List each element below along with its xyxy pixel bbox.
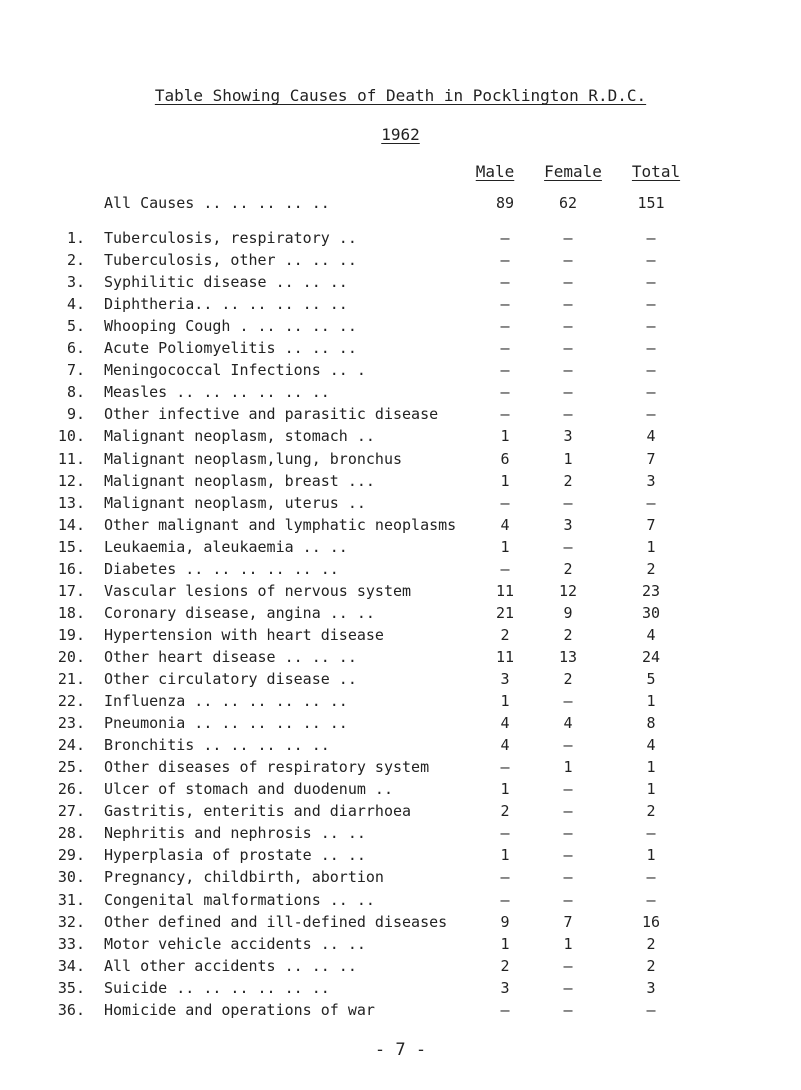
table-row	[0, 359, 801, 381]
table-row	[0, 690, 801, 712]
row-cause-label: Other heart disease .. .. ..	[104, 647, 357, 666]
row-cause-label: Suicide .. .. .. .. .. ..	[104, 978, 330, 997]
row-female-count: –	[563, 383, 573, 402]
row-female-count: –	[563, 692, 573, 711]
row-total-count: 4	[646, 427, 656, 446]
row-male-count: 1	[500, 692, 510, 711]
row-cause-label: Leukaemia, aleukaemia .. ..	[104, 537, 348, 556]
all-causes-total: 151	[637, 194, 665, 212]
row-female-count: 9	[563, 603, 573, 622]
row-number: 5.	[66, 317, 85, 336]
row-cause-label: Other defined and ill-defined diseases	[104, 912, 448, 931]
row-female-count: –	[563, 339, 573, 358]
row-cause-label: Vascular lesions of nervous system	[104, 581, 412, 600]
row-total-count: 1	[646, 780, 656, 799]
row-total-count: 3	[646, 471, 656, 490]
row-female-count: 2	[563, 471, 573, 490]
all-causes-label: All Causes .. .. .. .. ..	[104, 194, 330, 212]
row-male-count: 3	[500, 670, 510, 688]
all-causes-female: 62	[558, 194, 578, 212]
row-number: 36.	[57, 1000, 85, 1019]
row-number: 13.	[57, 493, 85, 512]
table-row	[0, 536, 801, 558]
row-total-count: 5	[646, 670, 656, 688]
row-cause-label: Pneumonia .. .. .. .. .. ..	[104, 714, 348, 733]
row-female-count: 2	[563, 670, 573, 688]
all-causes-male: 89	[495, 194, 515, 212]
row-number: 11.	[57, 449, 85, 468]
header-male: Male	[475, 162, 515, 181]
row-number: 9.	[66, 405, 85, 424]
row-male-count: 1	[500, 537, 510, 556]
row-male-count: 2	[500, 625, 510, 644]
table-row	[0, 580, 801, 602]
table-row	[0, 955, 801, 977]
table-row	[0, 999, 801, 1021]
row-total-count: 4	[646, 736, 656, 755]
row-number: 23.	[57, 714, 85, 733]
row-cause-label: Meningococcal Infections .. .	[104, 361, 366, 380]
row-female-count: –	[563, 890, 573, 909]
row-female-count: 3	[563, 515, 573, 534]
row-female-count: –	[563, 802, 573, 821]
row-female-count: –	[563, 493, 573, 512]
row-male-count: 4	[500, 515, 510, 534]
row-male-count: 4	[500, 714, 510, 733]
row-cause-label: Diabetes .. .. .. .. .. ..	[104, 559, 339, 578]
row-total-count: –	[646, 273, 656, 292]
row-number: 1.	[66, 229, 85, 247]
table-row	[0, 822, 801, 844]
row-total-count: 1	[646, 537, 656, 556]
row-total-count: 23	[641, 581, 661, 600]
table-row	[0, 558, 801, 580]
row-number: 24.	[57, 736, 85, 755]
row-female-count: 13	[558, 647, 578, 666]
table-row	[0, 514, 801, 536]
table-row	[0, 602, 801, 624]
row-total-count: 1	[646, 758, 656, 777]
row-male-count: –	[500, 229, 510, 247]
row-number: 35.	[57, 978, 85, 997]
row-number: 19.	[57, 625, 85, 644]
table-row	[0, 844, 801, 866]
table-row	[0, 933, 801, 955]
row-cause-label: Diphtheria.. .. .. .. .. ..	[104, 295, 348, 314]
row-male-count: –	[500, 1000, 510, 1019]
row-female-count: –	[563, 824, 573, 843]
all-causes-row	[0, 192, 801, 214]
row-number: 18.	[57, 603, 85, 622]
row-total-count: 2	[646, 559, 656, 578]
table-row	[0, 315, 801, 337]
row-cause-label: Malignant neoplasm,lung, bronchus	[104, 449, 403, 468]
row-male-count: –	[500, 758, 510, 777]
row-female-count: –	[563, 405, 573, 424]
row-number: 16.	[57, 559, 85, 578]
row-female-count: 12	[558, 581, 578, 600]
row-male-count: –	[500, 868, 510, 887]
table-row	[0, 381, 801, 403]
row-male-count: 1	[500, 427, 510, 446]
row-number: 25.	[57, 758, 85, 777]
row-number: 33.	[57, 934, 85, 953]
table-row	[0, 403, 801, 425]
table-row	[0, 425, 801, 447]
table-row	[0, 866, 801, 888]
table-row	[0, 624, 801, 646]
row-male-count: –	[500, 383, 510, 402]
row-male-count: –	[500, 405, 510, 424]
row-female-count: –	[563, 1000, 573, 1019]
table-row	[0, 227, 801, 249]
row-male-count: 11	[495, 647, 515, 666]
row-female-count: –	[563, 537, 573, 556]
row-number: 27.	[57, 802, 85, 821]
row-total-count: 4	[646, 625, 656, 644]
row-cause-label: Malignant neoplasm, uterus ..	[104, 493, 366, 512]
row-male-count: –	[500, 493, 510, 512]
table-row	[0, 756, 801, 778]
row-female-count: –	[563, 229, 573, 247]
row-female-count: –	[563, 295, 573, 314]
row-female-count: 2	[563, 625, 573, 644]
row-cause-label: Tuberculosis, other .. .. ..	[104, 251, 357, 270]
row-number: 15.	[57, 537, 85, 556]
row-total-count: 3	[646, 978, 656, 997]
row-cause-label: Bronchitis .. .. .. .. ..	[104, 736, 330, 755]
row-number: 30.	[57, 868, 85, 887]
row-male-count: –	[500, 339, 510, 358]
row-total-count: 24	[641, 647, 661, 666]
row-female-count: 1	[563, 758, 573, 777]
row-male-count: –	[500, 251, 510, 270]
row-female-count: –	[563, 956, 573, 975]
row-total-count: –	[646, 405, 656, 424]
row-female-count: 7	[563, 912, 573, 931]
row-number: 10.	[57, 427, 85, 446]
row-male-count: –	[500, 361, 510, 380]
row-number: 31.	[57, 890, 85, 909]
row-number: 6.	[66, 339, 85, 358]
row-total-count: –	[646, 361, 656, 380]
row-male-count: –	[500, 273, 510, 292]
row-female-count: –	[563, 736, 573, 755]
row-total-count: –	[646, 295, 656, 314]
row-male-count: –	[500, 317, 510, 336]
row-male-count: 2	[500, 956, 510, 975]
row-total-count: –	[646, 339, 656, 358]
row-total-count: –	[646, 1000, 656, 1019]
row-male-count: 6	[500, 449, 510, 468]
row-female-count: –	[563, 846, 573, 865]
row-total-count: 7	[646, 449, 656, 468]
row-cause-label: Other diseases of respiratory system	[104, 758, 430, 777]
row-number: 26.	[57, 780, 85, 799]
row-cause-label: Nephritis and nephrosis .. ..	[104, 824, 366, 843]
page-number: - 7 -	[374, 1040, 427, 1060]
row-cause-label: Whooping Cough . .. .. .. ..	[104, 317, 357, 336]
row-total-count: –	[646, 890, 656, 909]
row-cause-label: Motor vehicle accidents .. ..	[104, 934, 366, 953]
row-total-count: 7	[646, 515, 656, 534]
header-female: Female	[544, 162, 602, 181]
row-female-count: –	[563, 361, 573, 380]
table-year: 1962	[381, 125, 420, 144]
row-total-count: 1	[646, 692, 656, 711]
row-male-count: 9	[500, 912, 510, 931]
row-number: 12.	[57, 471, 85, 490]
table-row	[0, 668, 801, 690]
row-number: 21.	[57, 670, 85, 688]
row-cause-label: Pregnancy, childbirth, abortion	[104, 868, 384, 887]
row-female-count: 1	[563, 449, 573, 468]
row-cause-label: Measles .. .. .. .. .. ..	[104, 383, 330, 402]
row-male-count: 11	[495, 581, 515, 600]
row-cause-label: Homicide and operations of war	[104, 1000, 375, 1019]
table-row	[0, 271, 801, 293]
row-number: 8.	[66, 383, 85, 402]
row-number: 7.	[66, 361, 85, 380]
row-cause-label: Malignant neoplasm, breast ...	[104, 471, 375, 490]
row-cause-label: Malignant neoplasm, stomach ..	[104, 427, 375, 446]
row-male-count: 1	[500, 846, 510, 865]
row-female-count: –	[563, 317, 573, 336]
row-female-count: 3	[563, 427, 573, 446]
row-number: 2.	[66, 251, 85, 270]
table-row	[0, 734, 801, 756]
row-number: 3.	[66, 273, 85, 292]
row-cause-label: Other malignant and lymphatic neoplasms	[104, 515, 457, 534]
row-cause-label: Other circulatory disease ..	[104, 670, 357, 688]
table-row	[0, 977, 801, 999]
row-male-count: 1	[500, 780, 510, 799]
row-female-count: –	[563, 978, 573, 997]
row-number: 34.	[57, 956, 85, 975]
row-cause-label: All other accidents .. .. ..	[104, 956, 357, 975]
row-total-count: 1	[646, 846, 656, 865]
row-male-count: 4	[500, 736, 510, 755]
row-male-count: 2	[500, 802, 510, 821]
table-row	[0, 492, 801, 514]
table-row	[0, 337, 801, 359]
row-number: 17.	[57, 581, 85, 600]
row-cause-label: Ulcer of stomach and duodenum ..	[104, 780, 393, 799]
row-male-count: 21	[495, 603, 515, 622]
row-number: 4.	[66, 295, 85, 314]
title-text: Table Showing Causes of Death in Pocklington R.D.C.	[154, 86, 647, 105]
row-male-count: –	[500, 559, 510, 578]
row-cause-label: Hyperplasia of prostate .. ..	[104, 846, 366, 865]
row-cause-label: Acute Poliomyelitis .. .. ..	[104, 339, 357, 358]
row-male-count: 3	[500, 978, 510, 997]
row-cause-label: Other infective and parasitic disease	[104, 405, 439, 424]
row-male-count: –	[500, 295, 510, 314]
row-number: 22.	[57, 692, 85, 711]
row-female-count: –	[563, 273, 573, 292]
table-row	[0, 800, 801, 822]
table-row	[0, 712, 801, 734]
row-total-count: 2	[646, 956, 656, 975]
row-total-count: –	[646, 824, 656, 843]
row-female-count: –	[563, 251, 573, 270]
table-row	[0, 470, 801, 492]
row-number: 29.	[57, 846, 85, 865]
row-cause-label: Influenza .. .. .. .. .. ..	[104, 692, 348, 711]
table-row	[0, 293, 801, 315]
row-cause-label: Hypertension with heart disease	[104, 625, 384, 644]
table-row	[0, 448, 801, 470]
table-row	[0, 889, 801, 911]
row-male-count: –	[500, 890, 510, 909]
row-female-count: 4	[563, 714, 573, 733]
table-row	[0, 911, 801, 933]
row-cause-label: Tuberculosis, respiratory ..	[104, 229, 357, 247]
row-number: 28.	[57, 824, 85, 843]
row-total-count: 2	[646, 934, 656, 953]
row-number: 32.	[57, 912, 85, 931]
row-total-count: –	[646, 383, 656, 402]
row-female-count: –	[563, 868, 573, 887]
row-cause-label: Coronary disease, angina .. ..	[104, 603, 375, 622]
row-male-count: 1	[500, 471, 510, 490]
row-female-count: –	[563, 780, 573, 799]
row-male-count: 1	[500, 934, 510, 953]
row-total-count: –	[646, 251, 656, 270]
table-row	[0, 646, 801, 668]
row-female-count: 2	[563, 559, 573, 578]
header-total: Total	[631, 162, 681, 181]
row-male-count: –	[500, 824, 510, 843]
row-total-count: 8	[646, 714, 656, 733]
row-cause-label: Gastritis, enteritis and diarrhoea	[104, 802, 412, 821]
row-number: 14.	[57, 515, 85, 534]
table-row	[0, 778, 801, 800]
row-total-count: 30	[641, 603, 661, 622]
row-total-count: 16	[641, 912, 661, 931]
row-total-count: –	[646, 868, 656, 887]
page-title	[0, 86, 801, 105]
row-total-count: 2	[646, 802, 656, 821]
row-total-count: –	[646, 229, 656, 247]
row-number: 20.	[57, 647, 85, 666]
row-cause-label: Syphilitic disease .. .. ..	[104, 273, 348, 292]
table-row	[0, 249, 801, 271]
row-total-count: –	[646, 317, 656, 336]
row-cause-label: Congenital malformations .. ..	[104, 890, 375, 909]
row-total-count: –	[646, 493, 656, 512]
row-female-count: 1	[563, 934, 573, 953]
